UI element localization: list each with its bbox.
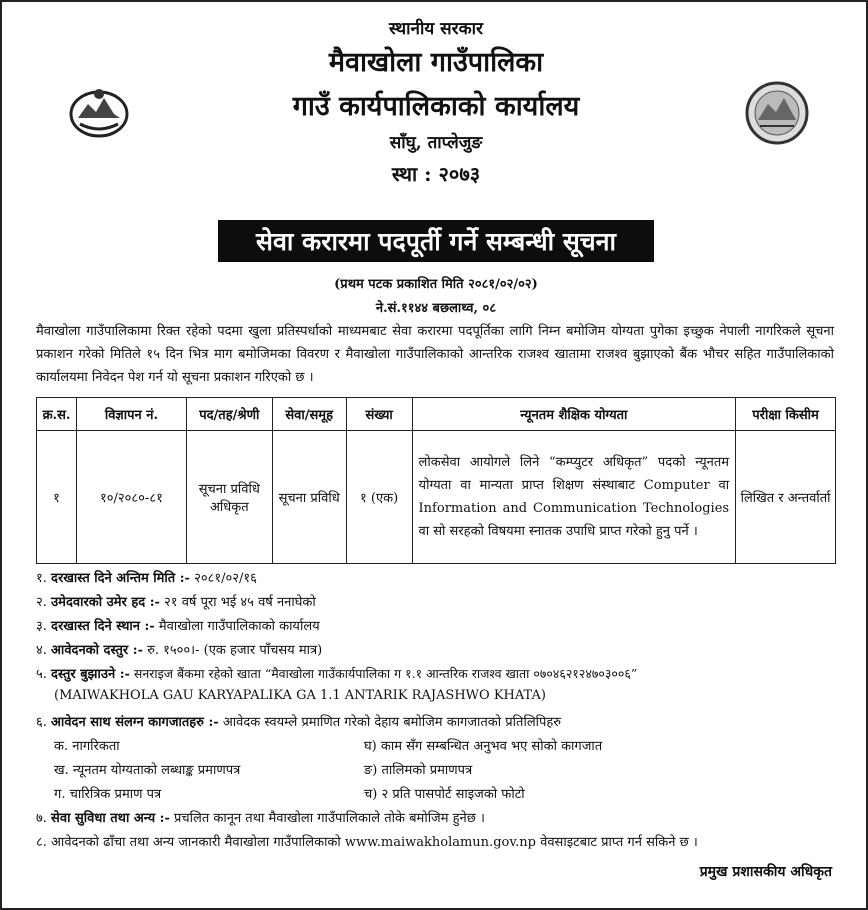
list-item: ८. आवेदनको ढाँचा तथा अन्य जानकारी मैवाखोला गाउँपालिकाको www.maiwakholamun.gov.np वेवसाइटबाट प्राप्त गर्न सकिने छ । <box>36 835 698 850</box>
list-item: १. दरखास्त दिने अन्तिम मिति :- २०८१/०२/१६ <box>36 571 257 586</box>
col-header-post: पद/तह/श्रेणी <box>186 398 272 431</box>
established-year: स्था : २०७३ <box>391 162 481 186</box>
table-header-row <box>37 398 836 431</box>
cell-count: १ (एक) <box>346 431 412 564</box>
document-item: ख. न्यूनतम योग्यताको लब्धाङ्क प्रमाणपत्र <box>54 763 241 778</box>
signature-title: प्रमुख प्रशासकीय अधिकृत <box>699 864 832 880</box>
col-header-sn: क्र.स. <box>37 398 77 431</box>
col-header-service: सेवा/समूह <box>272 398 346 431</box>
municipality-name: मैवाखोला गाउँपालिका <box>328 47 544 78</box>
document-item: ग. चारित्रिक प्रमाण पत्र <box>54 787 162 802</box>
published-date: (प्रथम पटक प्रकाशित मिति २०८१/०२/०२) <box>334 277 538 292</box>
list-item: २. उमेदवारको उमेर हद :- २१ वर्ष पूरा भई ४५ वर्ष ननाघेको <box>36 595 316 610</box>
intro-paragraph: मैवाखोला गाउँपालिकामा रिक्त रहेको पदमा खुला प्रतिस्पर्धाको माध्यमबाट सेवा करारमा पदपूर्तिका लागि निम्न बमोजिम योग्यता पुगेका इच्छुक नेपाली नागरिकले सूचना प्रकाशन गरेको मितिले १५ दिन भित्र माग बमोजिमका विवरण र मैवाखोला गाउँपालिकाको आन्तरिक राजश्व खातामा राजश्व बुझाएको बैंक भौचर सहित गाउँपालिकाको कार्यालयमा निवेदन पेश गर्न यो सूचना प्रकाशन गरिएको छ । <box>36 324 834 385</box>
account-name-en: (MAIWAKHOLA GAU KARYAPALIKA GA 1.1 ANTARIK RAJASHWO KHATA) <box>54 688 546 703</box>
list-item: ६. आवेदन साथ संलग्न कागजातहरु :- आवेदक स्वयम्ले प्रमाणित गरेको देहाय बमोजिम कागजातको प्रतिलिपिहरु <box>36 715 562 730</box>
office-address: साँघु, ताप्लेजुङ <box>389 133 483 153</box>
cell-sn: १ <box>37 431 77 564</box>
nepal-sambat-date: ने.सं.११४४ बछलाथ्व, ०८ <box>375 301 497 316</box>
cell-qualification: लोकसेवा आयोगले लिने “कम्प्युटर अधिकृत” पदको न्यूनतम योग्यता वा मान्यता प्राप्त शिक्षण संस्थाबाट Computer वा Information and Communication Technologies वा सो सरहको विषयमा स्नातक उपाधि प्राप्त गरेको हुनु पर्ने । <box>412 431 736 564</box>
notice-title: सेवा करारमा पदपूर्ती गर्ने सम्बन्धी सूचना <box>218 220 654 262</box>
col-header-count: संख्या <box>346 398 412 431</box>
document-item: क. नागरिकता <box>54 739 120 754</box>
document-item: घ) काम सँग सम्बन्धित अनुभव भए सोको कागजात <box>364 739 603 754</box>
col-header-exam: परीक्षा किसीम <box>736 398 836 431</box>
vacancy-table <box>36 397 836 564</box>
local-government-label: स्थानीय सरकार <box>388 19 483 39</box>
cell-service: सूचना प्रविधि <box>272 431 346 564</box>
cell-exam: लिखित र अन्तर्वार्ता <box>736 431 836 564</box>
document-item: ङ) तालिमको प्रमाणपत्र <box>364 763 473 778</box>
col-header-adv-no: विज्ञापन नं. <box>76 398 186 431</box>
list-item: ७. सेवा सुविधा तथा अन्य :- प्रचलित कानून तथा मैवाखोला गाउँपालिकाले तोके बमोजिम हुनेछ । <box>36 811 485 826</box>
col-header-qualification: न्यूनतम शैक्षिक योग्यता <box>412 398 736 431</box>
list-item: ३. दरखास्त दिने स्थान :- मैवाखोला गाउँपालिकाको कार्यालय <box>36 619 320 634</box>
office-name: गाउँ कार्यपालिकाको कार्यालय <box>292 91 580 122</box>
list-item: ४. आवेदनको दस्तुर :- रु. १५००।- (एक हजार पाँचसय मात्र) <box>36 643 323 658</box>
cell-adv-no: १०/२०८०-८१ <box>76 431 186 564</box>
table-row <box>37 431 836 564</box>
list-item: ५. दस्तुर बुझाउने :- सनराइज बैंकमा रहेको खाता “मैवाखोला गाउँकार्यपालिका ग १.१ आन्तरिक राजश्व खाता ०७०४६२१२४७०३००६” <box>36 666 638 682</box>
cell-post: सूचना प्रविधि अधिकृत <box>186 431 272 564</box>
document-item: च) २ प्रति पासपोर्ट साइजको फोटो <box>364 787 525 802</box>
